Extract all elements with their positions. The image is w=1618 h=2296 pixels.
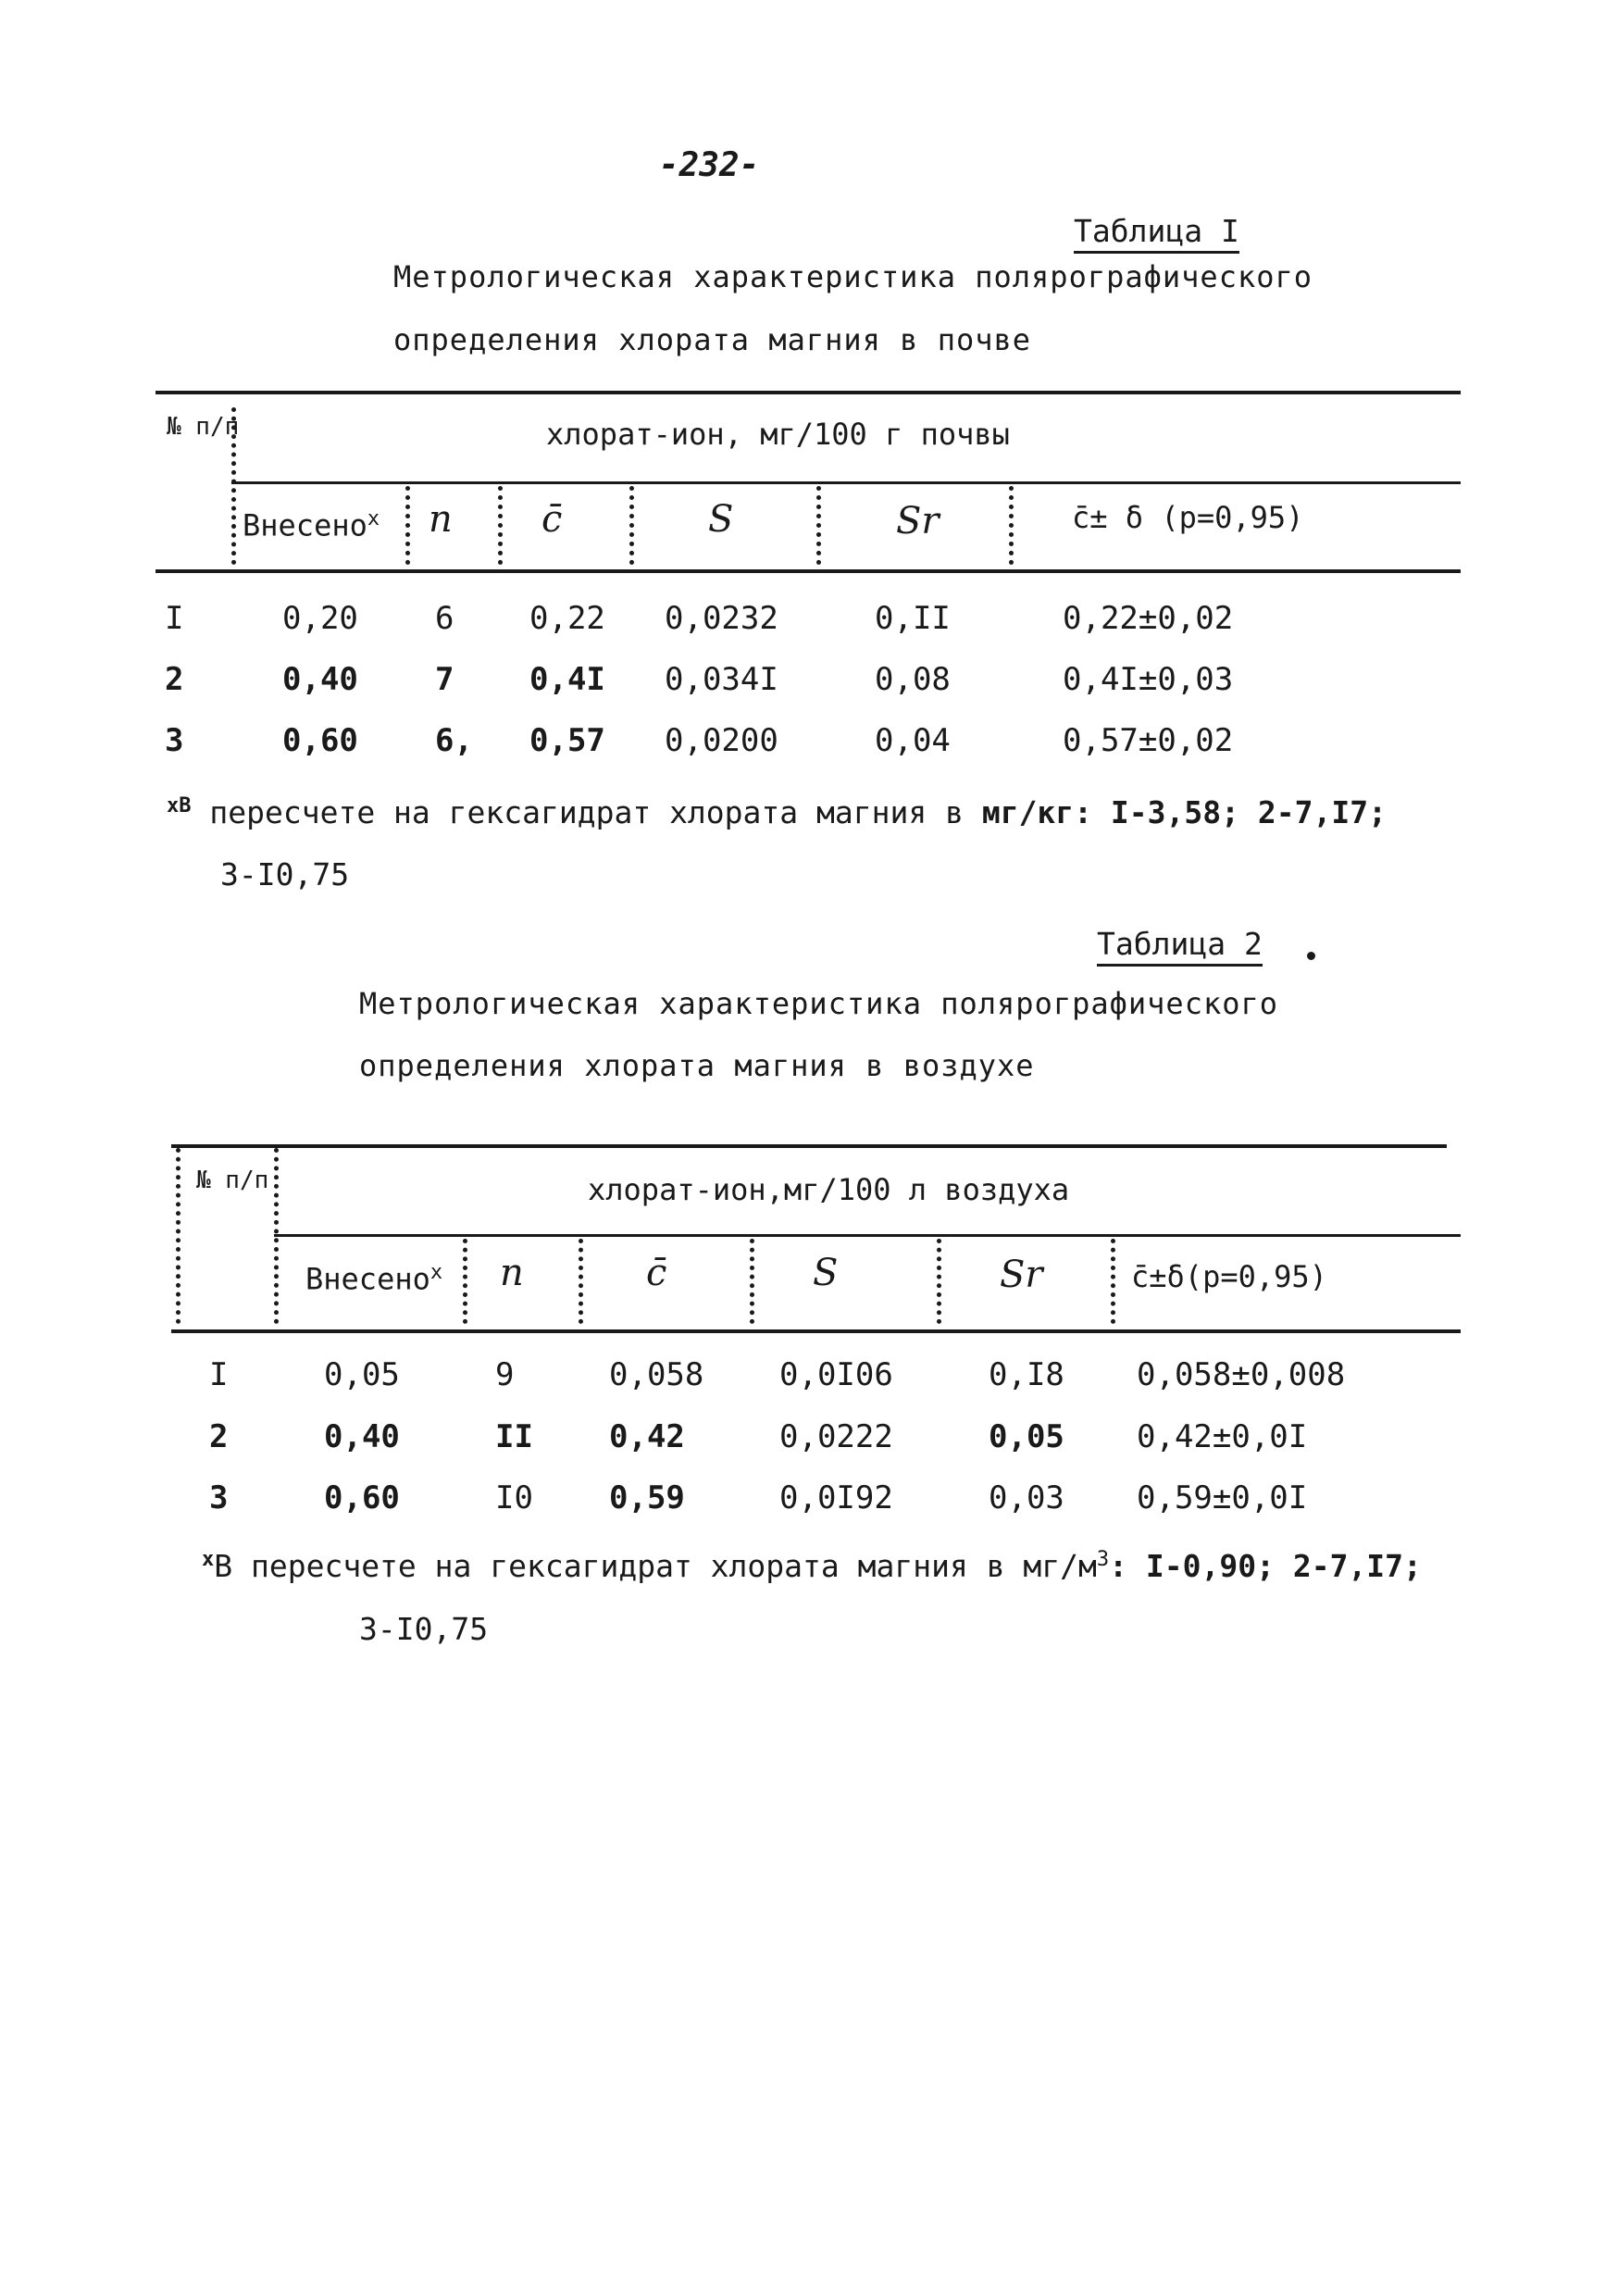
table2-row3-c: 0,59 xyxy=(609,1479,685,1516)
table1-header-ci: c̄± δ (p=0,95) xyxy=(1072,500,1304,535)
table2-row2-s: 0,0222 xyxy=(779,1418,893,1455)
table2-group-header: хлорат-ион,мг/100 л воздуха xyxy=(588,1172,1070,1207)
table2-row3-vneseno: 0,60 xyxy=(324,1479,400,1516)
table2-row2-vneseno: 0,40 xyxy=(324,1418,400,1455)
table2-row2-ci: 0,42±0,0I xyxy=(1137,1418,1308,1455)
table1-header-c: c̄ xyxy=(541,498,563,541)
table2-row2-num: 2 xyxy=(209,1418,229,1455)
table1-row2-ci: 0,4I±0,03 xyxy=(1063,661,1234,698)
table2-group-rule xyxy=(274,1234,1461,1237)
table1-header-vneseno: Внесено$^x$ xyxy=(243,507,380,543)
table1-row1-n: 6 xyxy=(435,600,454,637)
table2-header-s: S xyxy=(813,1252,839,1294)
table2-col-num-header: № п/п xyxy=(196,1167,269,1194)
table1-group-header: хлорат-ион, мг/100 г почвы xyxy=(546,417,1010,452)
table2-divider xyxy=(937,1239,941,1324)
table1-title-line1: Метрологическая характеристика полярографического xyxy=(393,259,1313,294)
table1-footnote-text: пересчете на гексагидрат хлората магния в xyxy=(209,794,964,830)
table1-col-num-header: № п/п xyxy=(167,413,240,441)
table2-row3-sr: 0,03 xyxy=(989,1479,1064,1516)
table1-header-s: S xyxy=(708,498,734,541)
table1-row2-vneseno: 0,40 xyxy=(282,661,358,698)
table1-row3-c: 0,57 xyxy=(529,722,605,759)
table2-top-rule xyxy=(171,1144,1447,1148)
table2-row3-num: 3 xyxy=(209,1479,229,1516)
table1-footnote-values: I-3,58; 2-7,I7; xyxy=(1110,794,1387,830)
table1-row3-n: 6, xyxy=(435,722,473,759)
table2-divider xyxy=(463,1239,467,1324)
table2-header-ci: c̄±δ(p=0,95) xyxy=(1131,1259,1327,1294)
table1-divider xyxy=(1009,486,1014,565)
table1-row3-s: 0,0200 xyxy=(665,722,778,759)
table2-row2-c: 0,42 xyxy=(609,1418,685,1455)
table2-row3-n: I0 xyxy=(495,1479,533,1516)
table1-row1-num: I xyxy=(165,600,184,637)
table1-group-rule xyxy=(231,481,1461,484)
table1-row2-sr: 0,08 xyxy=(875,661,951,698)
table2-footnote xyxy=(202,1548,1422,1584)
table2-divider xyxy=(274,1148,279,1324)
table1-row3-ci: 0,57±0,02 xyxy=(1063,722,1234,759)
table2-row3-ci: 0,59±0,0I xyxy=(1137,1479,1308,1516)
table2-divider xyxy=(579,1239,583,1324)
table1-row2-s: 0,034I xyxy=(665,661,778,698)
table1-divider xyxy=(816,486,821,565)
table1-row3-vneseno: 0,60 xyxy=(282,722,358,759)
table1-footnote xyxy=(167,794,1387,830)
table1-label xyxy=(1074,213,1239,249)
table1-row2-c: 0,4I xyxy=(529,661,605,698)
table1-row1-sr: 0,II xyxy=(875,600,951,637)
table1-row1-vneseno: 0,20 xyxy=(282,600,358,637)
table2-divider xyxy=(750,1239,754,1324)
table2-footnote-mark: x xyxy=(202,1548,215,1571)
table1-row3-sr: 0,04 xyxy=(875,722,951,759)
table2-row2-sr: 0,05 xyxy=(989,1418,1064,1455)
table2-row1-s: 0,0I06 xyxy=(779,1356,893,1393)
table1-footnote-units: мг/кг: xyxy=(981,794,1093,830)
table1-row3-num: 3 xyxy=(165,722,184,759)
table2-row1-num: I xyxy=(209,1356,229,1393)
dot-mark xyxy=(1307,952,1315,960)
table1-header-n: n xyxy=(429,498,453,541)
table2-header-n: n xyxy=(500,1252,524,1294)
table2-left-border xyxy=(176,1148,180,1324)
table2-row2-n: II xyxy=(495,1418,533,1455)
table2-row1-sr: 0,I8 xyxy=(989,1356,1064,1393)
table2-header-c: c̄ xyxy=(646,1252,667,1294)
table2-row1-n: 9 xyxy=(495,1356,515,1393)
table2-label-text: Таблица 2 xyxy=(1097,926,1263,967)
table2-title-line1: Метрологическая характеристика полярографического xyxy=(359,986,1279,1021)
table1-top-rule xyxy=(156,391,1461,394)
table1-title-line2: определения хлората магния в почве xyxy=(393,322,1032,357)
table2-divider xyxy=(1111,1239,1115,1324)
table2-header-rule xyxy=(171,1329,1461,1333)
table1-row1-s: 0,0232 xyxy=(665,600,778,637)
table2-title-line2: определения хлората магния в воздухе xyxy=(359,1048,1035,1083)
table1-row1-c: 0,22 xyxy=(529,600,605,637)
table2-row1-c: 0,058 xyxy=(609,1356,704,1393)
table2-header-vneseno: Внесено$^x$ xyxy=(305,1261,443,1297)
table1-row1-ci: 0,22±0,02 xyxy=(1063,600,1234,637)
table2-row1-vneseno: 0,05 xyxy=(324,1356,400,1393)
table2-footnote-line2: 3-I0,75 xyxy=(359,1611,489,1647)
table2-row1-ci: 0,058±0,008 xyxy=(1137,1356,1346,1393)
table2-footnote-values: : I-0,90; 2-7,I7; xyxy=(1109,1548,1422,1584)
table1-footnote-line2: 3-I0,75 xyxy=(220,856,350,892)
table1-row2-n: 7 xyxy=(435,661,454,698)
table2-row3-s: 0,0I92 xyxy=(779,1479,893,1516)
table2-label xyxy=(1097,926,1263,962)
table2-footnote-text: В пересчете на гексагидрат хлората магния в мг/м xyxy=(214,1548,1097,1584)
table1-label-text: Таблица I xyxy=(1074,213,1239,254)
table1-header-sr: Sr xyxy=(896,500,940,543)
table1-divider xyxy=(231,407,236,565)
page-number: -232- xyxy=(659,146,760,184)
table1-row2-num: 2 xyxy=(165,661,184,698)
table2-header-sr: Sr xyxy=(1000,1254,1043,1296)
table1-footnote-mark: xВ xyxy=(167,794,192,817)
table1-divider xyxy=(498,486,503,565)
table1-divider xyxy=(405,486,410,565)
table2-footnote-sup: 3 xyxy=(1096,1548,1110,1571)
table1-header-rule xyxy=(156,569,1461,573)
table1-divider xyxy=(629,486,634,565)
